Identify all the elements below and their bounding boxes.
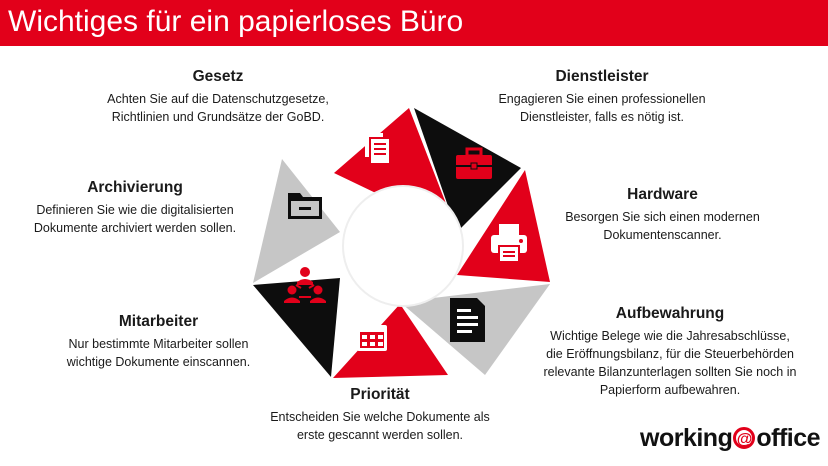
page-title: Wichtiges für ein papierloses Büro xyxy=(8,5,464,38)
segment-archivierung xyxy=(253,159,340,283)
item-title: Priorität xyxy=(350,386,410,403)
item-description: Entscheiden Sie welche Dokumente als erste gescannt werden sollen. xyxy=(270,410,490,442)
item-description: Nur bestimmte Mitarbeiter sollen wichtige Dokumente einscannen. xyxy=(66,337,251,369)
item-gesetz xyxy=(98,67,338,126)
item-title: Hardware xyxy=(627,186,698,203)
brand-logo xyxy=(640,423,820,453)
logo-at: @ xyxy=(733,427,755,449)
item-description: Besorgen Sie sich einen modernen Dokumentenscanner. xyxy=(565,210,760,242)
item-aufbewahrung xyxy=(520,304,820,399)
item-description: Wichtige Belege wie die Jahresabschlüsse, die Eröffnungsbilanz, für die Steuerbehörden relevante Bilanzunterlagen sollten Sie noch in Papierform aufbewahren. xyxy=(543,329,797,397)
item-prioritaet xyxy=(265,385,495,444)
item-title: Mitarbeiter xyxy=(118,313,199,330)
item-mitarbeiter xyxy=(46,312,271,371)
item-dienstleister xyxy=(482,67,722,126)
item-description: Definieren Sie wie die digitalisierten Dokumente archiviert werden sollen. xyxy=(33,203,237,235)
item-hardware xyxy=(545,185,780,244)
logo-left: working xyxy=(640,424,733,452)
item-title: Archivierung xyxy=(87,179,183,196)
logo-right: office xyxy=(756,424,821,452)
item-description: Achten Sie auf die Datenschutzgesetze, Richtlinien und Grundsätze der GoBD. xyxy=(107,92,329,124)
item-title: Aufbewahrung xyxy=(615,305,725,322)
item-description: Engagieren Sie einen professionellen Dienstleister, falls es nötig ist. xyxy=(498,92,706,124)
item-title: Dienstleister xyxy=(555,68,649,85)
document-icon xyxy=(450,298,485,342)
item-title: Gesetz xyxy=(192,68,244,85)
item-archivierung xyxy=(20,178,250,237)
